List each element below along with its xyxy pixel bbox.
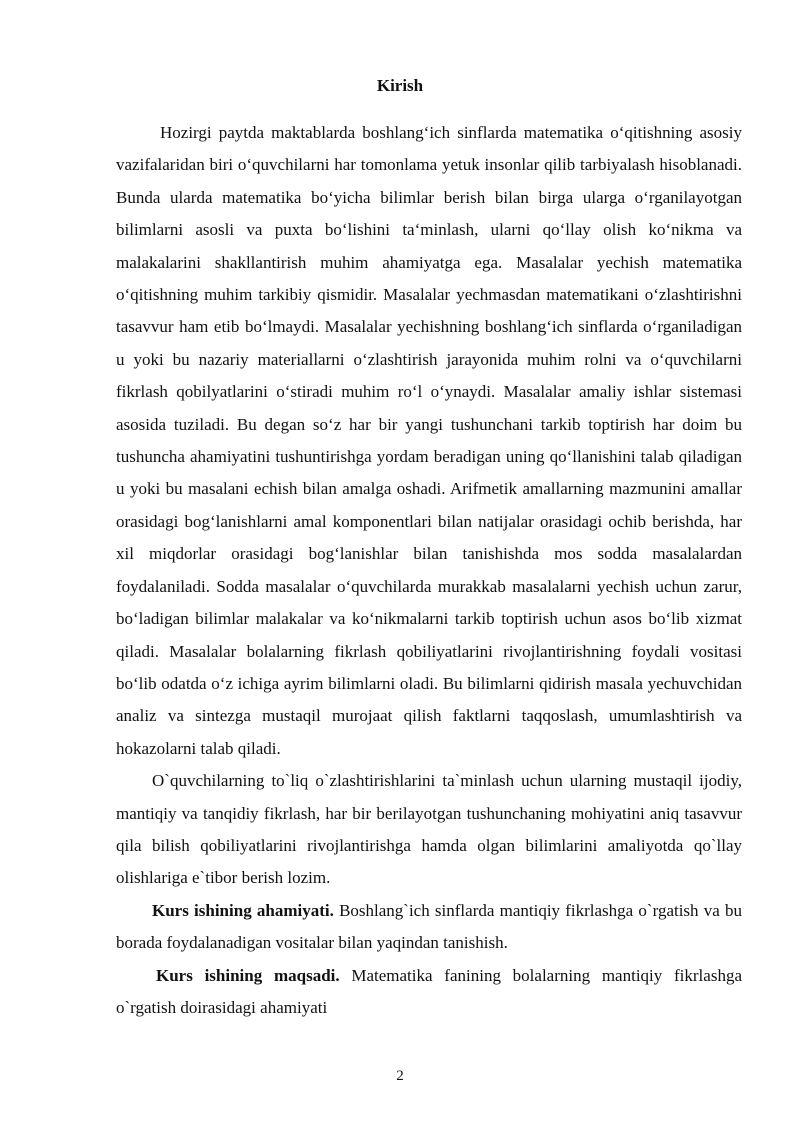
purpose-heading: Kurs ishining maqsadi. — [156, 965, 340, 985]
page-number: 2 — [396, 1068, 404, 1084]
paragraph-introduction: Hozirgi paytda maktablarda boshlang‘ich sinflarda matematika o‘qitishning asosiy vazifalaridan biri o‘quvchilarni har tomonlama yetuk insonlar qilib tarbiyalash hisoblanadi. Bunda ularda matematika bo‘yicha bilimlar berish bilan birga ularga o‘rganilayotgan bilimlarni asosli va puxta bo‘lishini ta‘minlash, ularni qo‘llay olish ko‘nikma va malakalarini shakllantirish muhim ahamiyatga ega. Masalalar yechish matematika o‘qitishning muhim tarkibiy qismidir. Masalalar yechmasdan matematikani o‘zlashtirishni tasavvur ham etib bo‘lmaydi. Masalalar yechishning boshlang‘ich sinflarda o‘rganiladigan u yoki bu nazariy materiallarni o‘zlashtirish jarayonida muhim rolni va o‘quvchilarni fikrlash qobilyatlarini o‘stiradi muhim ro‘l o‘ynaydi. Masalalar amaliy ishlar sistemasi asosida tuziladi. Bu degan so‘z har bir yangi tushunchani tarkib toptirish har doim bu tushuncha ahamiyatini tushuntirishga yordam beradigan uning qo‘llanishini talab qiladigan u yoki bu masalani echish bilan amalga oshadi. Arifmetik amallarning mazmunini amallar orasidagi bog‘lanishlarni amal komponentlari bilan natijalar orasidagi ochib berishda, har xil miqdorlar orasidagi bog‘lanishlar bilan tanishishda mos sodda masalalardan foydalaniladi. Sodda masalalar o‘quvchilarda murakkab masalalarni yechish uchun zarur, bo‘ladigan bilimlar malakalar va ko‘nikmalarni tarkib toptirish uchun asos bo‘lib xizmat qiladi. Masalalar bolalarning fikrlash qobiliyatlarini rivojlantirishning foydali vositasi bo‘lib odatda o‘z ichiga ayrim bilimlarni oladi. Bu bilimlarni qidirish masala yechuvchidan analiz va sintezga mustaqil murojaat qilish faktlarni taqqoslash, umumlashtirish va hokazolarni talab qiladi. — [116, 123, 742, 758]
importance-text: Boshlang`ich sinflarda mantiqiy fikrlashga o`rgatish va bu borada foydalanadigan vositalar bilan yaqindan tanishish. — [116, 900, 742, 953]
page-title: Kirish — [376, 76, 424, 95]
importance-heading: Kurs ishining ahamiyati. — [152, 900, 334, 920]
paragraph-goals: O`quvchilarning to`liq o`zlashtirishlarini ta`minlash uchun ularning mustaqil ijodiy, mantiqiy va tanqidiy fikrlash, har bir berilayotgan tushunchaning mohiyatini aniq tasavvur qila bilish qobiliyatlarini rivojlantirishga hamda olgan bilimlarini amaliyotda qo`llay olishlariga e`tibor berish lozim. — [116, 771, 742, 888]
paragraph-importance — [116, 895, 742, 960]
purpose-text: Matematika fanining bolalarning mantiqiy fikrlashga o`rgatish doirasidagi ahamiyati — [116, 965, 742, 1017]
paragraph-purpose — [116, 960, 742, 1025]
document-body — [116, 117, 742, 1024]
